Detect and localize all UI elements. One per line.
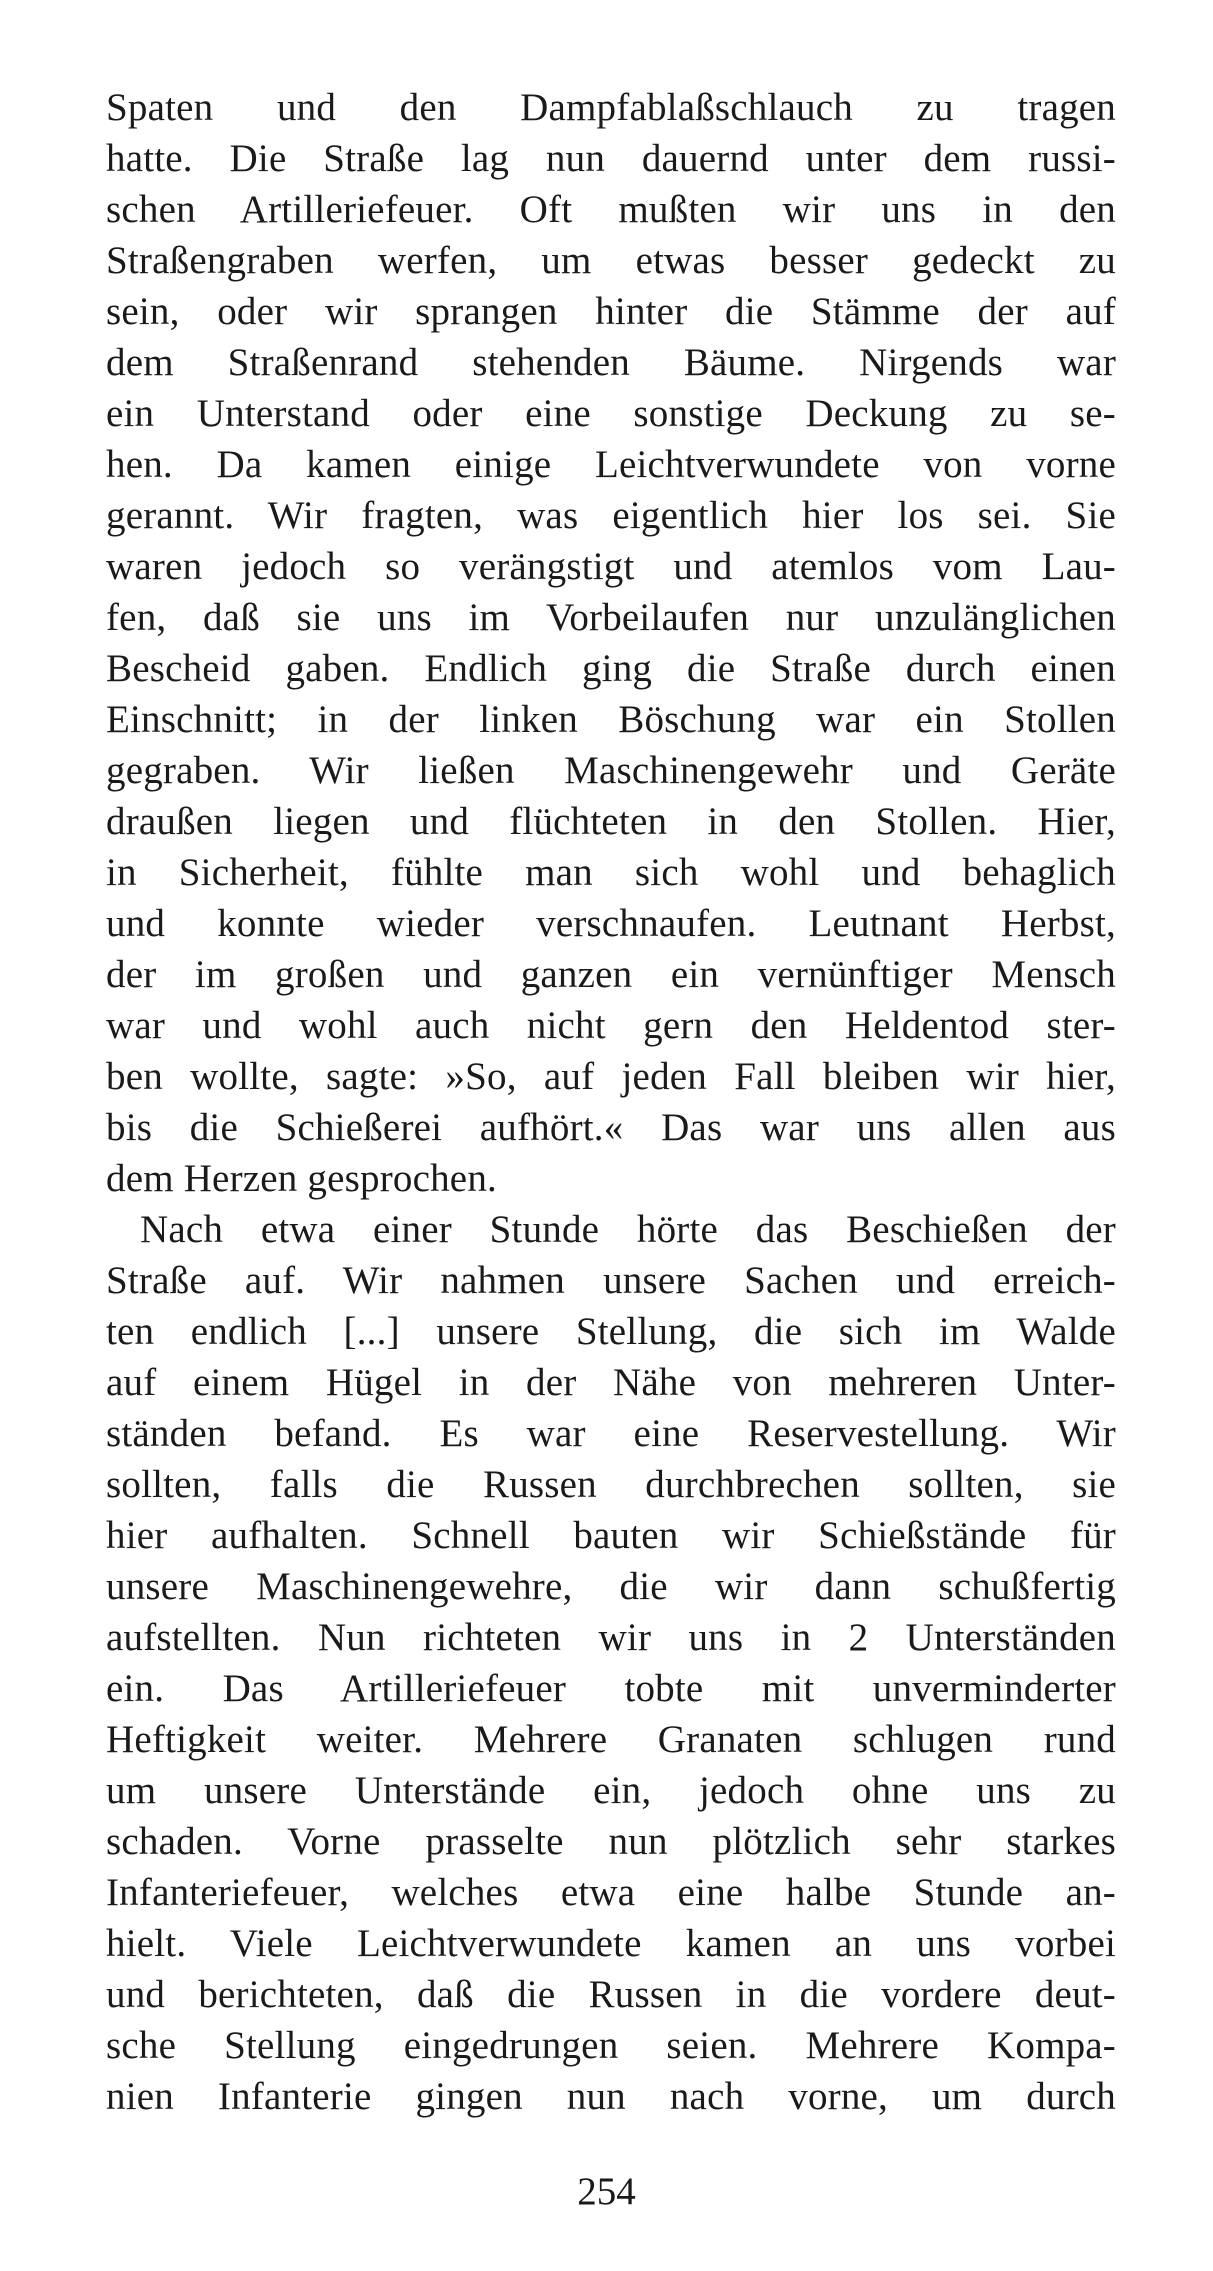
paragraph-1 [106,82,1116,1204]
text-line: ben wollte, sagte: »So, auf jeden Fall bleiben wir hier, [106,1055,1116,1098]
text-line: dem Straßenrand stehenden Bäume. Nirgends war [106,341,1116,384]
text-line: unsere Maschinengewehre, die wir dann schußfertig [106,1565,1116,1608]
text-line: waren jedoch so verängstigt und atemlos vom Lau- [106,545,1116,588]
text-line: Straße auf. Wir nahmen unsere Sachen und erreich- [106,1259,1116,1302]
text-line: Heftigkeit weiter. Mehrere Granaten schlugen rund [106,1718,1116,1761]
text-line: und konnte wieder verschnaufen. Leutnant Herbst, [106,902,1116,945]
text-line: auf einem Hügel in der Nähe von mehreren Unter- [106,1361,1116,1404]
text-line: Straßengraben werfen, um etwas besser gedeckt zu [106,239,1116,282]
text-line: fen, daß sie uns im Vorbeilaufen nur unzulänglichen [106,596,1116,639]
text-line: hielt. Viele Leichtverwundete kamen an uns vorbei [106,1922,1116,1965]
text-line: ein Unterstand oder eine sonstige Deckung zu se- [106,392,1116,435]
body-text [106,82,1116,2122]
text-line: ein. Das Artilleriefeuer tobte mit unverminderter [106,1667,1116,1710]
text-line: hen. Da kamen einige Leichtverwundete von vorne [106,443,1116,486]
text-line: gegraben. Wir ließen Maschinengewehr und Geräte [106,749,1116,792]
text-line: aufstellten. Nun richteten wir uns in 2 Unterständen [106,1616,1116,1659]
text-line: dem Herzen gesprochen. [106,1157,497,1200]
text-line: sche Stellung eingedrungen seien. Mehrere Kompa- [106,2024,1116,2067]
text-line: um unsere Unterstände ein, jedoch ohne uns zu [106,1769,1116,1812]
text-line: nien Infanterie gingen nun nach vorne, um durch [106,2075,1116,2118]
text-line: Bescheid gaben. Endlich ging die Straße durch einen [106,647,1116,690]
page-number: 254 [577,2170,636,2213]
text-line: draußen liegen und flüchteten in den Stollen. Hier, [106,800,1116,843]
text-line: schen Artilleriefeuer. Oft mußten wir uns in den [106,188,1116,231]
text-line: hatte. Die Straße lag nun dauernd unter dem russi- [106,137,1116,180]
text-line: gerannt. Wir fragten, was eigentlich hier los sei. Sie [106,494,1116,537]
text-line: Einschnitt; in der linken Böschung war ein Stollen [106,698,1116,741]
text-line: in Sicherheit, fühlte man sich wohl und behaglich [106,851,1116,894]
text-line: sollten, falls die Russen durchbrechen sollten, sie [106,1463,1116,1506]
text-line: Infanteriefeuer, welches etwa eine halbe Stunde an- [106,1871,1116,1914]
text-line: Spaten und den Dampfablaßschlauch zu tragen [106,86,1116,129]
text-line: bis die Schießerei aufhört.« Das war uns allen aus [106,1106,1116,1149]
text-line: der im großen und ganzen ein vernünftiger Mensch [106,953,1116,996]
paragraph-2 [106,1204,1116,2122]
text-line: ten endlich [...] unsere Stellung, die sich im Walde [106,1310,1116,1353]
text-line: ständen befand. Es war eine Reservestellung. Wir [106,1412,1116,1455]
text-line: war und wohl auch nicht gern den Heldentod ster- [106,1004,1116,1047]
text-line: hier aufhalten. Schnell bauten wir Schießstände für [106,1514,1116,1557]
text-line: sein, oder wir sprangen hinter die Stämme der auf [106,290,1116,333]
text-line: Nach etwa einer Stunde hörte das Beschießen der [140,1208,1116,1251]
text-line: und berichteten, daß die Russen in die vordere deut- [106,1973,1116,2016]
text-line: schaden. Vorne prasselte nun plötzlich sehr starkes [106,1820,1116,1863]
